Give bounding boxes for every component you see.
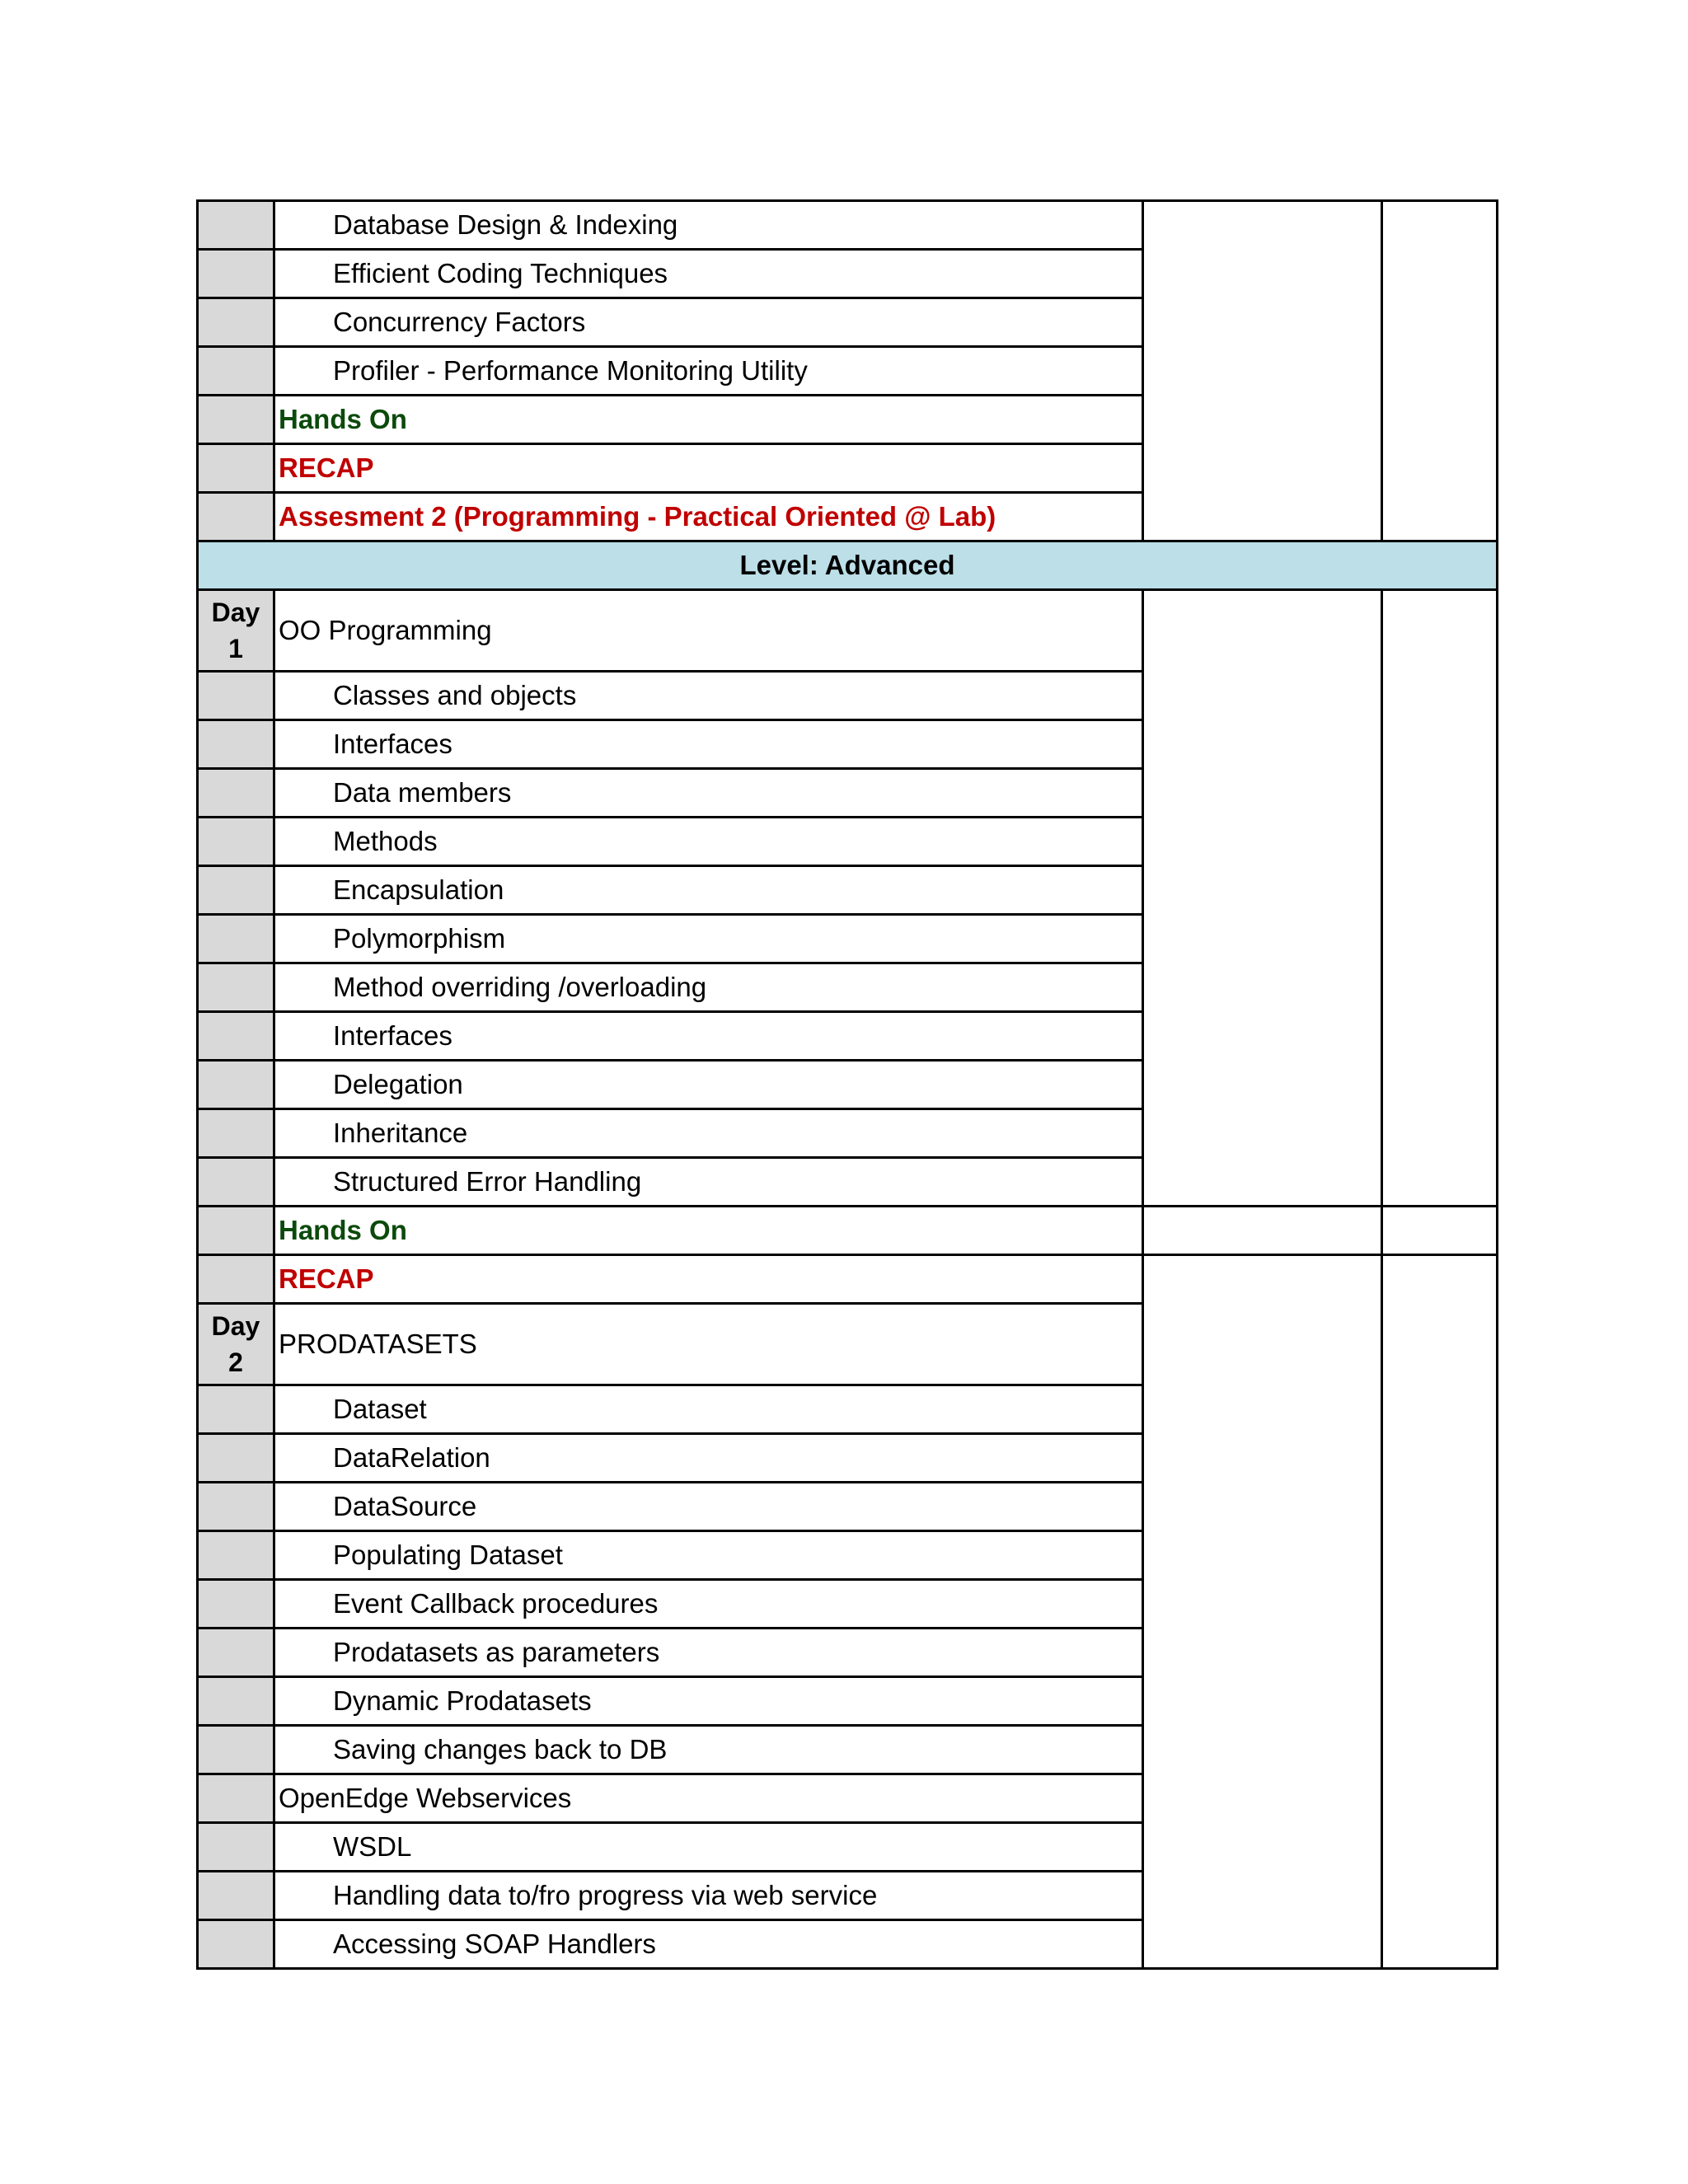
topic-cell: Handling data to/fro progress via web service xyxy=(274,1872,1143,1920)
day-column-cell xyxy=(198,1774,274,1823)
topic-cell: Dataset xyxy=(274,1385,1143,1434)
day-column-cell xyxy=(198,396,274,444)
day-column-cell xyxy=(198,1531,274,1580)
table-row xyxy=(198,201,1498,250)
day-column-cell xyxy=(198,1255,274,1304)
topic-cell: Database Design & Indexing xyxy=(274,201,1143,250)
duration-column-cell xyxy=(1143,1255,1382,1969)
duration-column-cell xyxy=(1143,590,1382,1207)
topic-cell: DataSource xyxy=(274,1483,1143,1531)
day-label-word: Day xyxy=(211,598,260,627)
remarks-column-cell xyxy=(1382,1207,1498,1255)
topic-cell: Accessing SOAP Handlers xyxy=(274,1920,1143,1969)
topic-cell: Profiler - Performance Monitoring Utility xyxy=(274,347,1143,396)
day-column-cell xyxy=(198,444,274,493)
course-outline-body xyxy=(198,201,1498,1969)
topic-cell: Efficient Coding Techniques xyxy=(274,250,1143,298)
course-outline-table xyxy=(196,199,1498,1970)
day-column-cell xyxy=(198,1483,274,1531)
day-column-cell xyxy=(198,1061,274,1109)
topic-cell: Inheritance xyxy=(274,1109,1143,1158)
topic-cell: Populating Dataset xyxy=(274,1531,1143,1580)
day-column-cell xyxy=(198,347,274,396)
duration-column-cell xyxy=(1143,201,1382,541)
topic-cell: Structured Error Handling xyxy=(274,1158,1143,1207)
day-column-cell xyxy=(198,1158,274,1207)
topic-cell: OpenEdge Webservices xyxy=(274,1774,1143,1823)
topic-cell: Methods xyxy=(274,818,1143,866)
topic-cell: Classes and objects xyxy=(274,672,1143,720)
topic-cell: WSDL xyxy=(274,1823,1143,1872)
topic-cell: OO Programming xyxy=(274,590,1143,672)
remarks-column-cell xyxy=(1382,201,1498,541)
day-column-cell xyxy=(198,1677,274,1726)
day-column-cell xyxy=(198,493,274,541)
topic-cell: Method overriding /overloading xyxy=(274,963,1143,1012)
topic-cell: Delegation xyxy=(274,1061,1143,1109)
topic-cell: Data members xyxy=(274,769,1143,818)
topic-cell: Polymorphism xyxy=(274,915,1143,963)
topic-cell: Interfaces xyxy=(274,720,1143,769)
topic-cell: Interfaces xyxy=(274,1012,1143,1061)
level-header: Level: Advanced xyxy=(198,541,1498,590)
day-label-cell xyxy=(198,590,274,672)
day-column-cell xyxy=(198,720,274,769)
table-row xyxy=(198,590,1498,672)
day-column-cell xyxy=(198,769,274,818)
day-label-word: Day xyxy=(211,1311,260,1341)
topic-cell: PRODATASETS xyxy=(274,1304,1143,1385)
topic-cell: Concurrency Factors xyxy=(274,298,1143,347)
day-column-cell xyxy=(198,250,274,298)
day-label-cell xyxy=(198,1304,274,1385)
day-column-cell xyxy=(198,1726,274,1774)
topic-cell: RECAP xyxy=(274,444,1143,493)
day-column-cell xyxy=(198,915,274,963)
day-column-cell xyxy=(198,1109,274,1158)
day-column-cell xyxy=(198,1580,274,1629)
day-column-cell xyxy=(198,866,274,915)
day-column-cell xyxy=(198,1434,274,1483)
day-column-cell xyxy=(198,1629,274,1677)
topic-cell: DataRelation xyxy=(274,1434,1143,1483)
day-column-cell xyxy=(198,818,274,866)
day-column-cell xyxy=(198,1872,274,1920)
topic-cell: Prodatasets as parameters xyxy=(274,1629,1143,1677)
topic-cell: Dynamic Prodatasets xyxy=(274,1677,1143,1726)
day-column-cell xyxy=(198,1823,274,1872)
day-column-cell xyxy=(198,298,274,347)
table-row xyxy=(198,541,1498,590)
topic-cell: Event Callback procedures xyxy=(274,1580,1143,1629)
day-column-cell xyxy=(198,1207,274,1255)
day-column-cell xyxy=(198,963,274,1012)
topic-cell: Hands On xyxy=(274,1207,1143,1255)
topic-cell: Hands On xyxy=(274,396,1143,444)
day-label-number: 2 xyxy=(228,1347,243,1377)
topic-cell: RECAP xyxy=(274,1255,1143,1304)
day-column-cell xyxy=(198,1920,274,1969)
remarks-column-cell xyxy=(1382,590,1498,1207)
table-row xyxy=(198,1255,1498,1304)
duration-column-cell xyxy=(1143,1207,1382,1255)
day-column-cell xyxy=(198,672,274,720)
day-column-cell xyxy=(198,201,274,250)
day-column-cell xyxy=(198,1385,274,1434)
table-row xyxy=(198,1207,1498,1255)
topic-cell: Assesment 2 (Programming - Practical Oriented @ Lab) xyxy=(274,493,1143,541)
remarks-column-cell xyxy=(1382,1255,1498,1969)
topic-cell: Encapsulation xyxy=(274,866,1143,915)
day-column-cell xyxy=(198,1012,274,1061)
topic-cell: Saving changes back to DB xyxy=(274,1726,1143,1774)
day-label-number: 1 xyxy=(228,634,243,663)
